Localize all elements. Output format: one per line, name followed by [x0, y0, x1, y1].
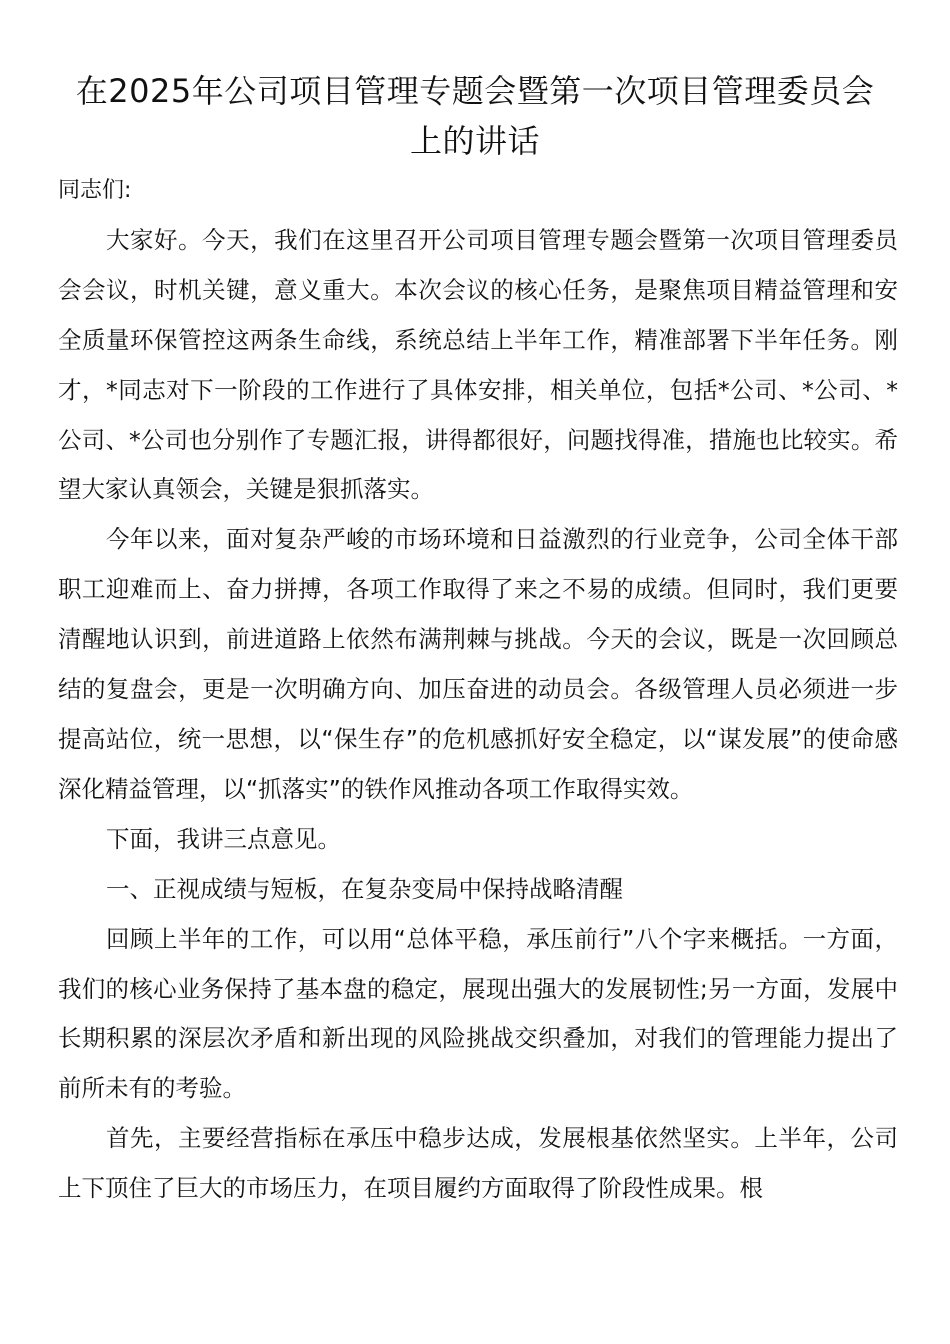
greeting: 同志们:	[58, 178, 132, 203]
section-heading-1: 一、正视成绩与短板，在复杂变局中保持战略清醒	[106, 874, 623, 903]
document-title: 在2025年公司项目管理专题会暨第一次项目管理委员会上的讲话	[75, 72, 875, 160]
document-body	[58, 166, 898, 1214]
paragraph-first-point: 首先，主要经营指标在承压中稳步达成，发展根基依然坚实。上半年，公司上下顶住了巨大的市场压力，在项目履约方面取得了阶段性成果。根	[58, 1124, 898, 1203]
paragraph-opening: 大家好。今天，我们在这里召开公司项目管理专题会暨第一次项目管理委员会会议，时机关键，意义重大。本次会议的核心任务，是聚焦项目精益管理和安全质量环保管控这两条生命线，系统总结上半年工作，精准部署下半年任务。刚才，*同志对下一阶段的工作进行了具体安排，相关单位，包括*公司、*公司、*公司、*公司也分别作了专题汇报，讲得都很好，问题找得准，措施也比较实。希望大家认真领会，关键是狠抓落实。	[58, 225, 898, 504]
paragraph-context: 今年以来，面对复杂严峻的市场环境和日益激烈的行业竞争，公司全体干部职工迎难而上、奋力拼搏，各项工作取得了来之不易的成绩。但同时，我们更要清醒地认识到，前进道路上依然布满荆棘与挑战。今天的会议，既是一次回顾总结的复盘会，更是一次明确方向、加压奋进的动员会。各级管理人员必须进一步提高站位，统一思想，以“保生存”的危机感抓好安全稳定，以“谋发展”的使命感深化精益管理，以“抓落实”的铁作风推动各项工作取得实效。	[58, 525, 898, 803]
paragraph-review: 回顾上半年的工作，可以用“总体平稳，承压前行”八个字来概括。一方面，我们的核心业务保持了基本盘的稳定，展现出强大的发展韧性;另一方面，发展中长期积累的深层次矛盾和新出现的风险挑战交织叠加，对我们的管理能力提出了前所未有的考验。	[58, 924, 898, 1103]
paragraph-transition: 下面，我讲三点意见。	[106, 824, 341, 853]
